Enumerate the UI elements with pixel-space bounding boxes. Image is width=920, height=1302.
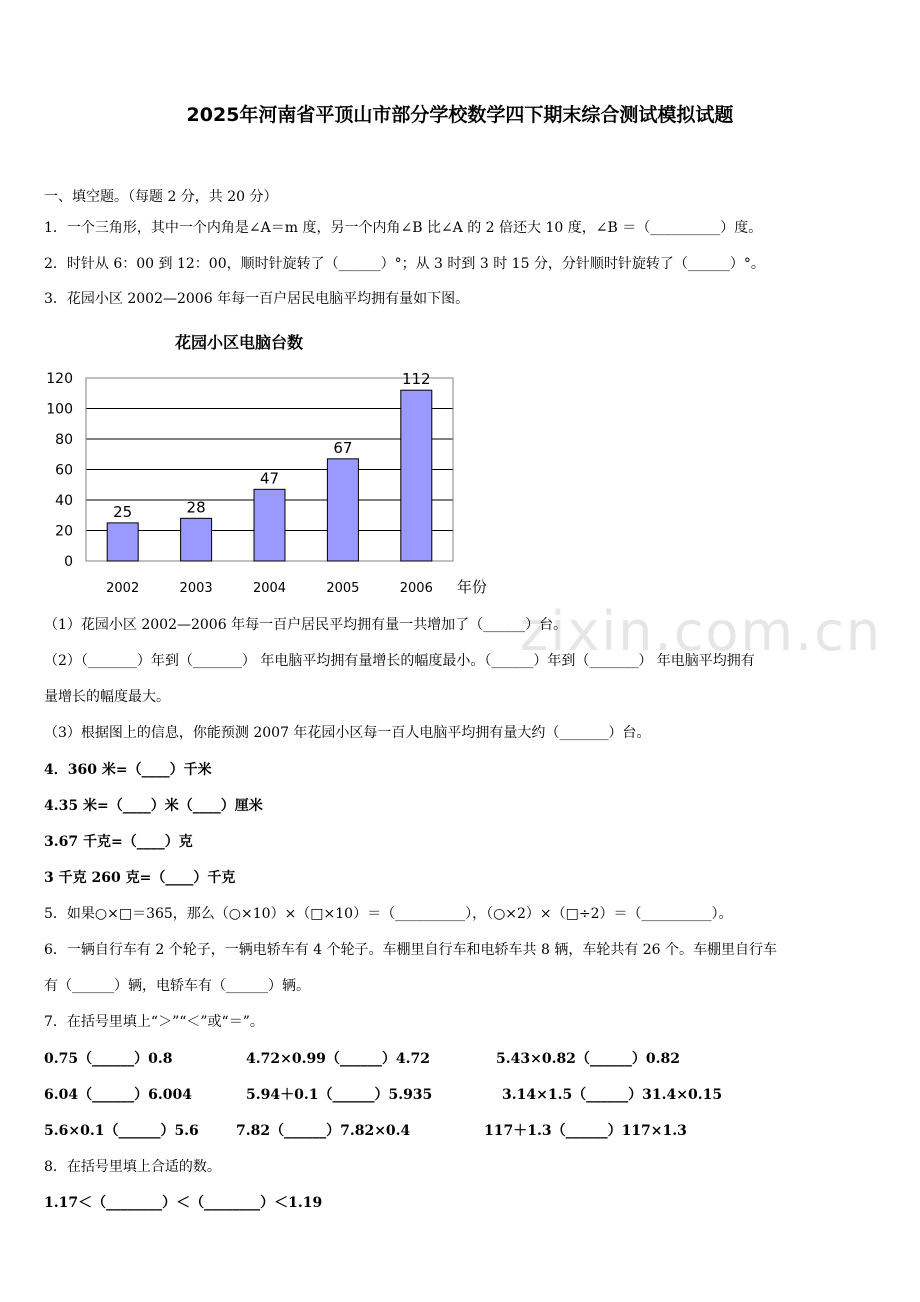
- question-3: 3．花园小区 2002—2006 年每一百户居民电脑平均拥有量如下图。: [44, 291, 470, 307]
- x-tick-label: 2006: [399, 581, 433, 596]
- y-tick-label: 120: [46, 371, 73, 387]
- question-8-line: 1.17＜（________）＜（________）＜1.19: [44, 1195, 323, 1211]
- question-7: 7．在括号里填上“＞”“＜”或“＝”。: [44, 1014, 264, 1030]
- question-3-part-2: （2）（_______）年到（_______） 年电脑平均拥有量增长的幅度最小。（______）年到（_______） 年电脑平均拥有: [44, 653, 755, 669]
- x-tick-label: 2002: [106, 581, 140, 596]
- question-3-part-1: （1）花园小区 2002—2006 年每一百户居民平均拥有量一共增加了（______）台。: [44, 617, 568, 633]
- question-8: 8．在括号里填上合适的数。: [44, 1159, 221, 1175]
- question-4b: 4.35 米=（____）米（____）厘米: [44, 798, 263, 814]
- y-tick-label: 100: [46, 401, 73, 418]
- question-4c: 3.67 千克=（____）克: [44, 834, 193, 850]
- chart-title: 花园小区电脑台数: [175, 333, 304, 352]
- compare-item: 4.72×0.99（______）4.72: [246, 1051, 431, 1067]
- x-tick-label: 2005: [326, 581, 360, 596]
- compare-item: 5.6×0.1（______）5.6: [44, 1123, 199, 1139]
- question-3-part-3: （3）根据图上的信息，你能预测 2007 年花园小区每一百人电脑平均拥有量大约（_______）台。: [44, 725, 651, 741]
- bar: [327, 459, 358, 561]
- question-3-part-2-cont: 量增长的幅度最大。: [44, 689, 170, 705]
- y-tick-label: 80: [55, 432, 73, 448]
- question-2: 2．时针从 6：00 到 12：00，顺时针旋转了（______）°；从 3 时到 3 时 15 分，分针顺时针旋转了（______）°。: [44, 256, 765, 272]
- bar: [107, 523, 138, 561]
- question-6-cont: 有（______）辆，电轿车有（______）辆。: [44, 978, 310, 994]
- bar: [181, 518, 212, 561]
- y-tick-label: 60: [55, 462, 73, 479]
- compare-item: 7.82（______）7.82×0.4: [236, 1123, 411, 1139]
- watermark: zixin.com.cn: [520, 600, 883, 663]
- y-tick-label: 20: [55, 523, 73, 540]
- data-label: 112: [401, 370, 431, 389]
- compare-item: 6.04（______）6.004: [44, 1087, 192, 1103]
- x-tick-label: 2003: [179, 581, 213, 596]
- bar: [254, 489, 285, 561]
- data-label: 25: [113, 502, 133, 521]
- compare-item: 3.14×1.5（______）31.4×0.15: [502, 1087, 723, 1103]
- x-tick-label: 2004: [252, 581, 287, 596]
- y-tick-label: 40: [55, 493, 73, 509]
- y-tick-label: 0: [64, 554, 73, 570]
- compare-item: 117＋1.3（______）117×1.3: [484, 1123, 687, 1139]
- question-4a: 4．360 米=（____）千米: [44, 762, 212, 778]
- compare-item: 5.43×0.82（______）0.82: [496, 1051, 681, 1067]
- data-label: 47: [259, 469, 280, 488]
- question-5: 5．如果○×□＝365，那么（○×10）×（□×10）＝（__________），（○×2）×（□÷2）＝（__________）。: [44, 906, 733, 922]
- question-1: 1．一个三角形，其中一个内角是∠A＝m 度，另一个内角∠B 比∠A 的 2 倍还大 10 度，∠B ＝（__________）度。: [44, 220, 763, 236]
- question-6: 6．一辆自行车有 2 个轮子，一辆电轿车有 4 个轮子。车棚里自行车和电轿车共 8 辆，车轮共有 26 个。车棚里自行车: [44, 942, 778, 958]
- compare-item: 0.75（______）0.8: [44, 1051, 173, 1067]
- question-4d: 3 千克 260 克=（____）千克: [44, 870, 236, 886]
- data-label: 28: [186, 498, 206, 517]
- bar: [401, 390, 432, 561]
- data-label: 67: [333, 438, 353, 457]
- page-title: 2025年河南省平顶山市部分学校数学四下期末综合测试模拟试题: [186, 104, 734, 126]
- compare-item: 5.94＋0.1（______）5.935: [246, 1087, 433, 1103]
- section-heading: 一、填空题。（每题 2 分，共 20 分）: [44, 189, 278, 205]
- x-axis-label: 年份: [457, 578, 488, 596]
